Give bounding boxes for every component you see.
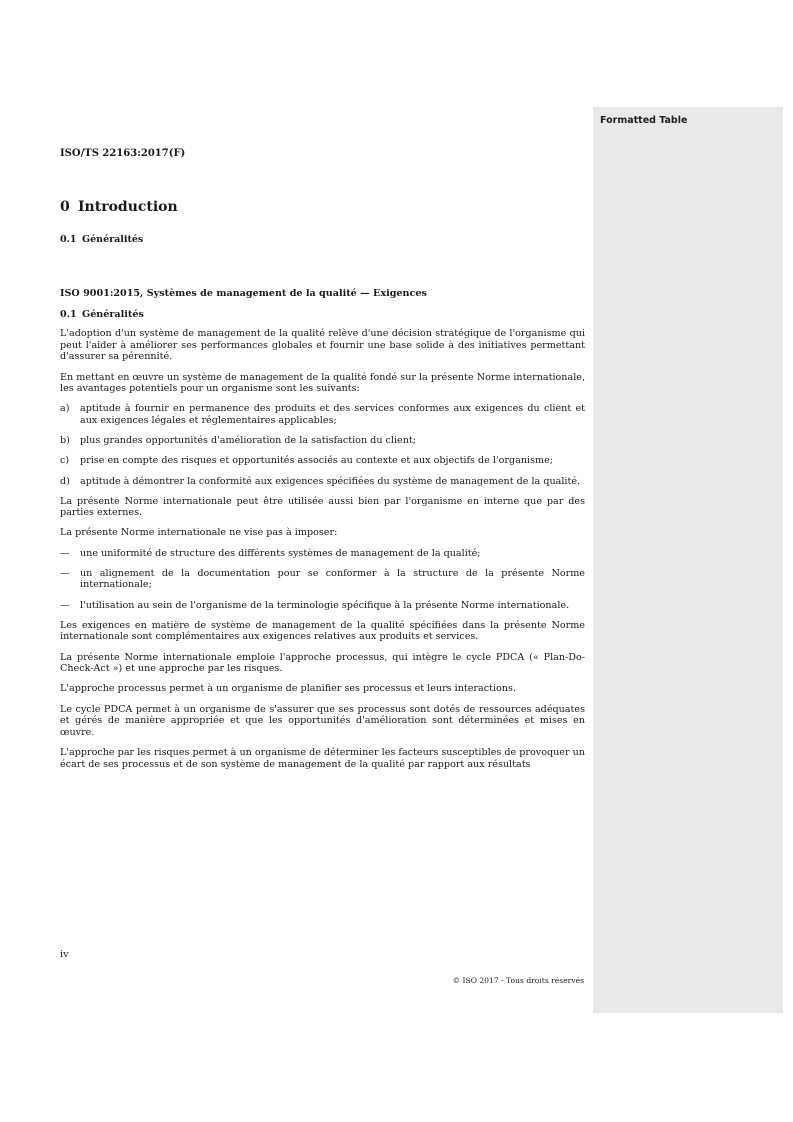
intro-title: Introduction xyxy=(78,199,178,215)
copyright-notice: © ISO 2017 - Tous droits réservés xyxy=(452,976,584,985)
list-text: l'utilisation au sein de l'organisme de la terminologie spécifique à la présente Norme internationale. xyxy=(80,599,570,611)
intro-sub-number: 0.1 xyxy=(60,234,77,245)
intro-heading xyxy=(60,199,178,215)
list-marker: a) xyxy=(60,403,70,415)
list-marker: — xyxy=(60,547,70,559)
standard-sub-number: 0.1 xyxy=(60,308,77,320)
paragraph: Les exigences en matière de système de management de la qualité spécifiées dans la présente Norme internationale sont complémentaires aux exigences relatives aux produits et services. xyxy=(60,619,585,643)
list-item xyxy=(60,476,585,488)
list-text: aptitude à démontrer la conformité aux exigences spécifiées du système de management de la qualité. xyxy=(80,475,581,487)
list-item xyxy=(60,568,585,591)
list-text: aptitude à fournir en permanence des produits et des services conformes aux exigences du client et aux exigences légales et réglementaires applicables; xyxy=(80,403,585,426)
comment-pane xyxy=(593,107,783,1013)
paragraph: Le cycle PDCA permet à un organisme de s'assurer que ses processus sont dotés de ressources adéquates et gérés de manière appropriée et que les opportunités d'amélioration sont déterminées et mises en œuvre. xyxy=(60,703,585,738)
document-id: ISO/TS 22163:2017(F) xyxy=(60,148,186,159)
paragraph: L'adoption d'un système de management de la qualité relève d'une décision stratégique de l'organisme qui peut l'aider à améliorer ses performances globales et fournir une base solide à des initiatives permettant d'assurer sa pérennité. xyxy=(60,328,585,363)
paragraph: En mettant en œuvre un système de management de la qualité fondé sur la présente Norme internationale, les avantages potentiels pour un organisme sont les suivants: xyxy=(60,371,585,395)
list-item xyxy=(60,548,585,560)
standard-sub-title: Généralités xyxy=(82,308,144,320)
standard-title: ISO 9001:2015, Systèmes de management de la qualité — Exigences xyxy=(60,288,427,299)
intro-sub-title: Généralités xyxy=(82,234,144,245)
body-text xyxy=(60,288,585,779)
comment-pane-title: Formatted Table xyxy=(600,115,688,126)
list-marker: d) xyxy=(60,475,70,487)
paragraph: L'approche processus permet à un organisme de planifier ses processus et leurs interactions. xyxy=(60,683,516,695)
standard-subheading xyxy=(60,309,585,321)
list-marker: b) xyxy=(60,435,70,447)
page-number: iv xyxy=(60,949,69,960)
list-text: prise en compte des risques et opportunités associés au contexte et aux objectifs de l'organisme; xyxy=(80,455,553,467)
paragraph: L'approche par les risques permet à un organisme de déterminer les facteurs susceptibles de provoquer un écart de ses processus et de son système de management de la qualité par rapport aux résultats xyxy=(60,746,585,770)
list-item xyxy=(60,403,585,426)
list-item xyxy=(60,435,585,447)
list-marker: — xyxy=(60,599,70,611)
paragraph: La présente Norme internationale peut être utilisée aussi bien par l'organisme en interne que par des parties externes. xyxy=(60,495,585,519)
list-item xyxy=(60,455,585,467)
list-text: un alignement de la documentation pour se conformer à la structure de la présente Norme internationale; xyxy=(80,567,585,591)
intro-subheading xyxy=(60,234,143,245)
list-marker: — xyxy=(60,567,70,579)
list-text: plus grandes opportunités d'amélioration de la satisfaction du client; xyxy=(80,435,416,447)
intro-number: 0 xyxy=(60,199,70,215)
paragraph: La présente Norme internationale ne vise pas à imposer: xyxy=(60,527,338,539)
list-text: une uniformité de structure des différents systèmes de management de la qualité; xyxy=(80,547,481,559)
list-marker: c) xyxy=(60,455,70,467)
paragraph: La présente Norme internationale emploie l'approche processus, qui intègre le cycle PDCA (« Plan-Do-Check-Act ») et une approche par les risques. xyxy=(60,651,585,675)
list-item xyxy=(60,600,585,612)
